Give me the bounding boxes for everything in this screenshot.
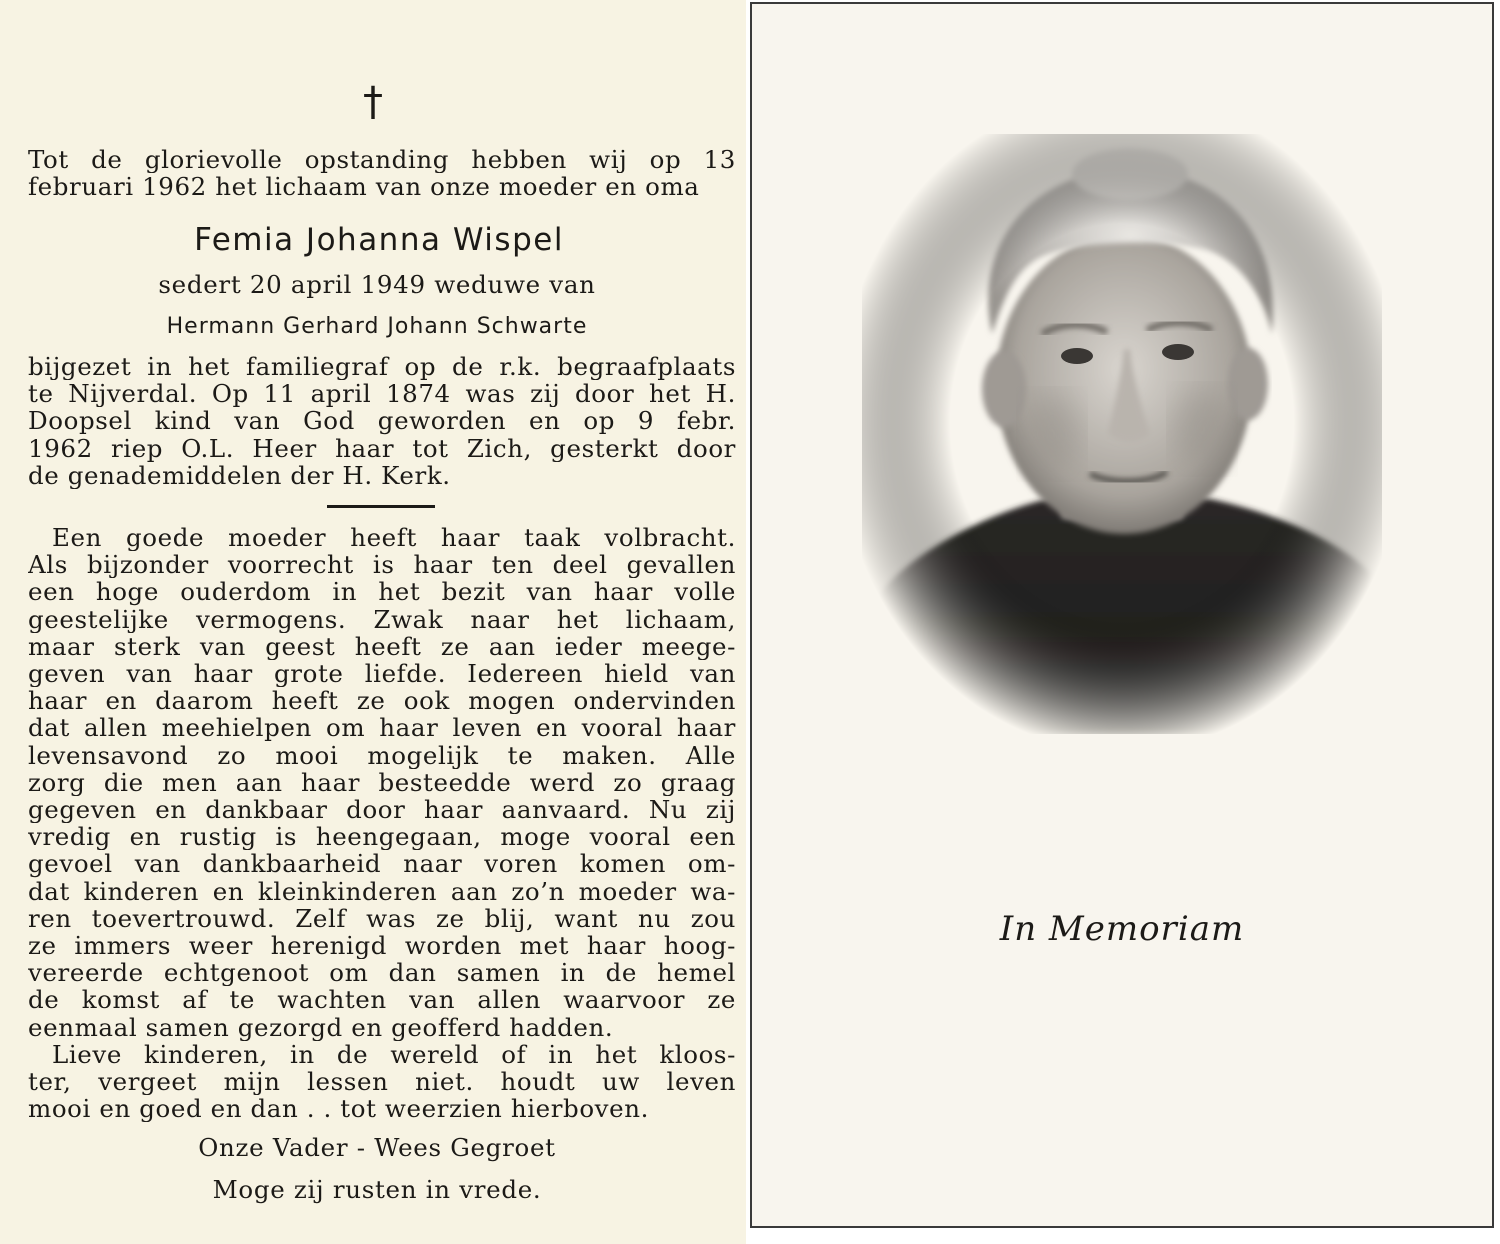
body-line: vredig en rustig is heengegaan, moge vooral een bbox=[28, 823, 736, 851]
cross-symbol: † bbox=[363, 79, 383, 125]
burial-paragraph bbox=[28, 353, 736, 489]
widow-line: sedert 20 april 1949 weduwe van bbox=[158, 270, 596, 299]
body-line: een hoge ouderdom in het bezit van haar volle bbox=[28, 578, 736, 606]
memorial-card-text bbox=[0, 0, 746, 1244]
body-line: vereerde echtgenoot om dan samen in de hemel bbox=[28, 959, 736, 987]
burial-line: te Nijverdal. Op 11 april 1874 was zij door het H. bbox=[28, 380, 736, 408]
deceased-name: Femia Johanna Wispel bbox=[194, 222, 564, 258]
intro-line: februari 1962 het lichaam van onze moeder en oma bbox=[28, 173, 700, 201]
burial-line: bijgezet in het familiegraf op de r.k. begraafplaats bbox=[28, 353, 736, 381]
body-line: zorg die men aan haar besteedde werd zo graag bbox=[28, 768, 736, 797]
closing-line: ter, vergeet mijn lessen niet. houdt uw leven bbox=[28, 1068, 736, 1096]
body-line: ren toevertrouwd. Zelf was ze blij, want nu zou bbox=[28, 904, 736, 933]
body-line: geven van haar grote liefde. Iedereen hield van bbox=[28, 660, 736, 688]
husband-name: Hermann Gerhard Johann Schwarte bbox=[166, 314, 588, 339]
body-line: levensavond zo mooi mogelijk te maken. Alle bbox=[28, 741, 736, 769]
body-line: dat kinderen en kleinkinderen aan zo’n moeder wa- bbox=[28, 877, 736, 905]
in-memoriam-title: In Memoriam bbox=[999, 909, 1245, 949]
closing-line: mooi en goed en dan . . tot weerzien hierboven. bbox=[28, 1095, 649, 1123]
body-line: ze immers weer herenigd worden met haar hoog- bbox=[28, 932, 736, 960]
body-line: haar en daarom heeft ze ook mogen ondervinden bbox=[28, 687, 736, 715]
body-line: Als bijzonder voorrecht is haar ten deel gevallen bbox=[28, 551, 736, 579]
body-line: maar sterk van geest heeft ze aan ieder meege- bbox=[28, 632, 736, 661]
body-line: de komst af te wachten van allen waarvoor ze bbox=[28, 986, 736, 1014]
intro-line: Tot de glorievolle opstanding hebben wij op 13 bbox=[28, 146, 736, 174]
prayer-line: Onze Vader - Wees Gegroet bbox=[198, 1133, 556, 1162]
burial-line: Doopsel kind van God geworden en op 9 febr. bbox=[28, 407, 736, 435]
portrait-photo bbox=[862, 134, 1382, 734]
rest-in-peace-line: Moge zij rusten in vrede. bbox=[212, 1175, 542, 1204]
body-line: dat allen meehielpen om haar leven en vooral haar bbox=[28, 714, 736, 742]
closing-line: Lieve kinderen, in de wereld of in het kloos- bbox=[52, 1040, 736, 1069]
body-line: eenmaal samen gezorgd en geofferd hadden. bbox=[28, 1013, 614, 1041]
body-paragraph bbox=[28, 524, 736, 1122]
burial-line: 1962 riep O.L. Heer haar tot Zich, gesterkt door bbox=[28, 434, 736, 462]
divider-rule bbox=[327, 505, 435, 508]
burial-line: de genademiddelen der H. Kerk. bbox=[28, 461, 451, 490]
body-line: geestelijke vermogens. Zwak naar het lichaam, bbox=[28, 605, 736, 633]
memorial-card-photo bbox=[750, 2, 1494, 1228]
body-line: gegeven en dankbaar door haar aanvaard. Nu zij bbox=[28, 796, 736, 824]
body-line: gevoel van dankbaarheid naar voren komen om- bbox=[28, 850, 736, 878]
body-line: Een goede moeder heeft haar taak volbracht. bbox=[52, 524, 736, 552]
intro-paragraph bbox=[28, 146, 736, 200]
